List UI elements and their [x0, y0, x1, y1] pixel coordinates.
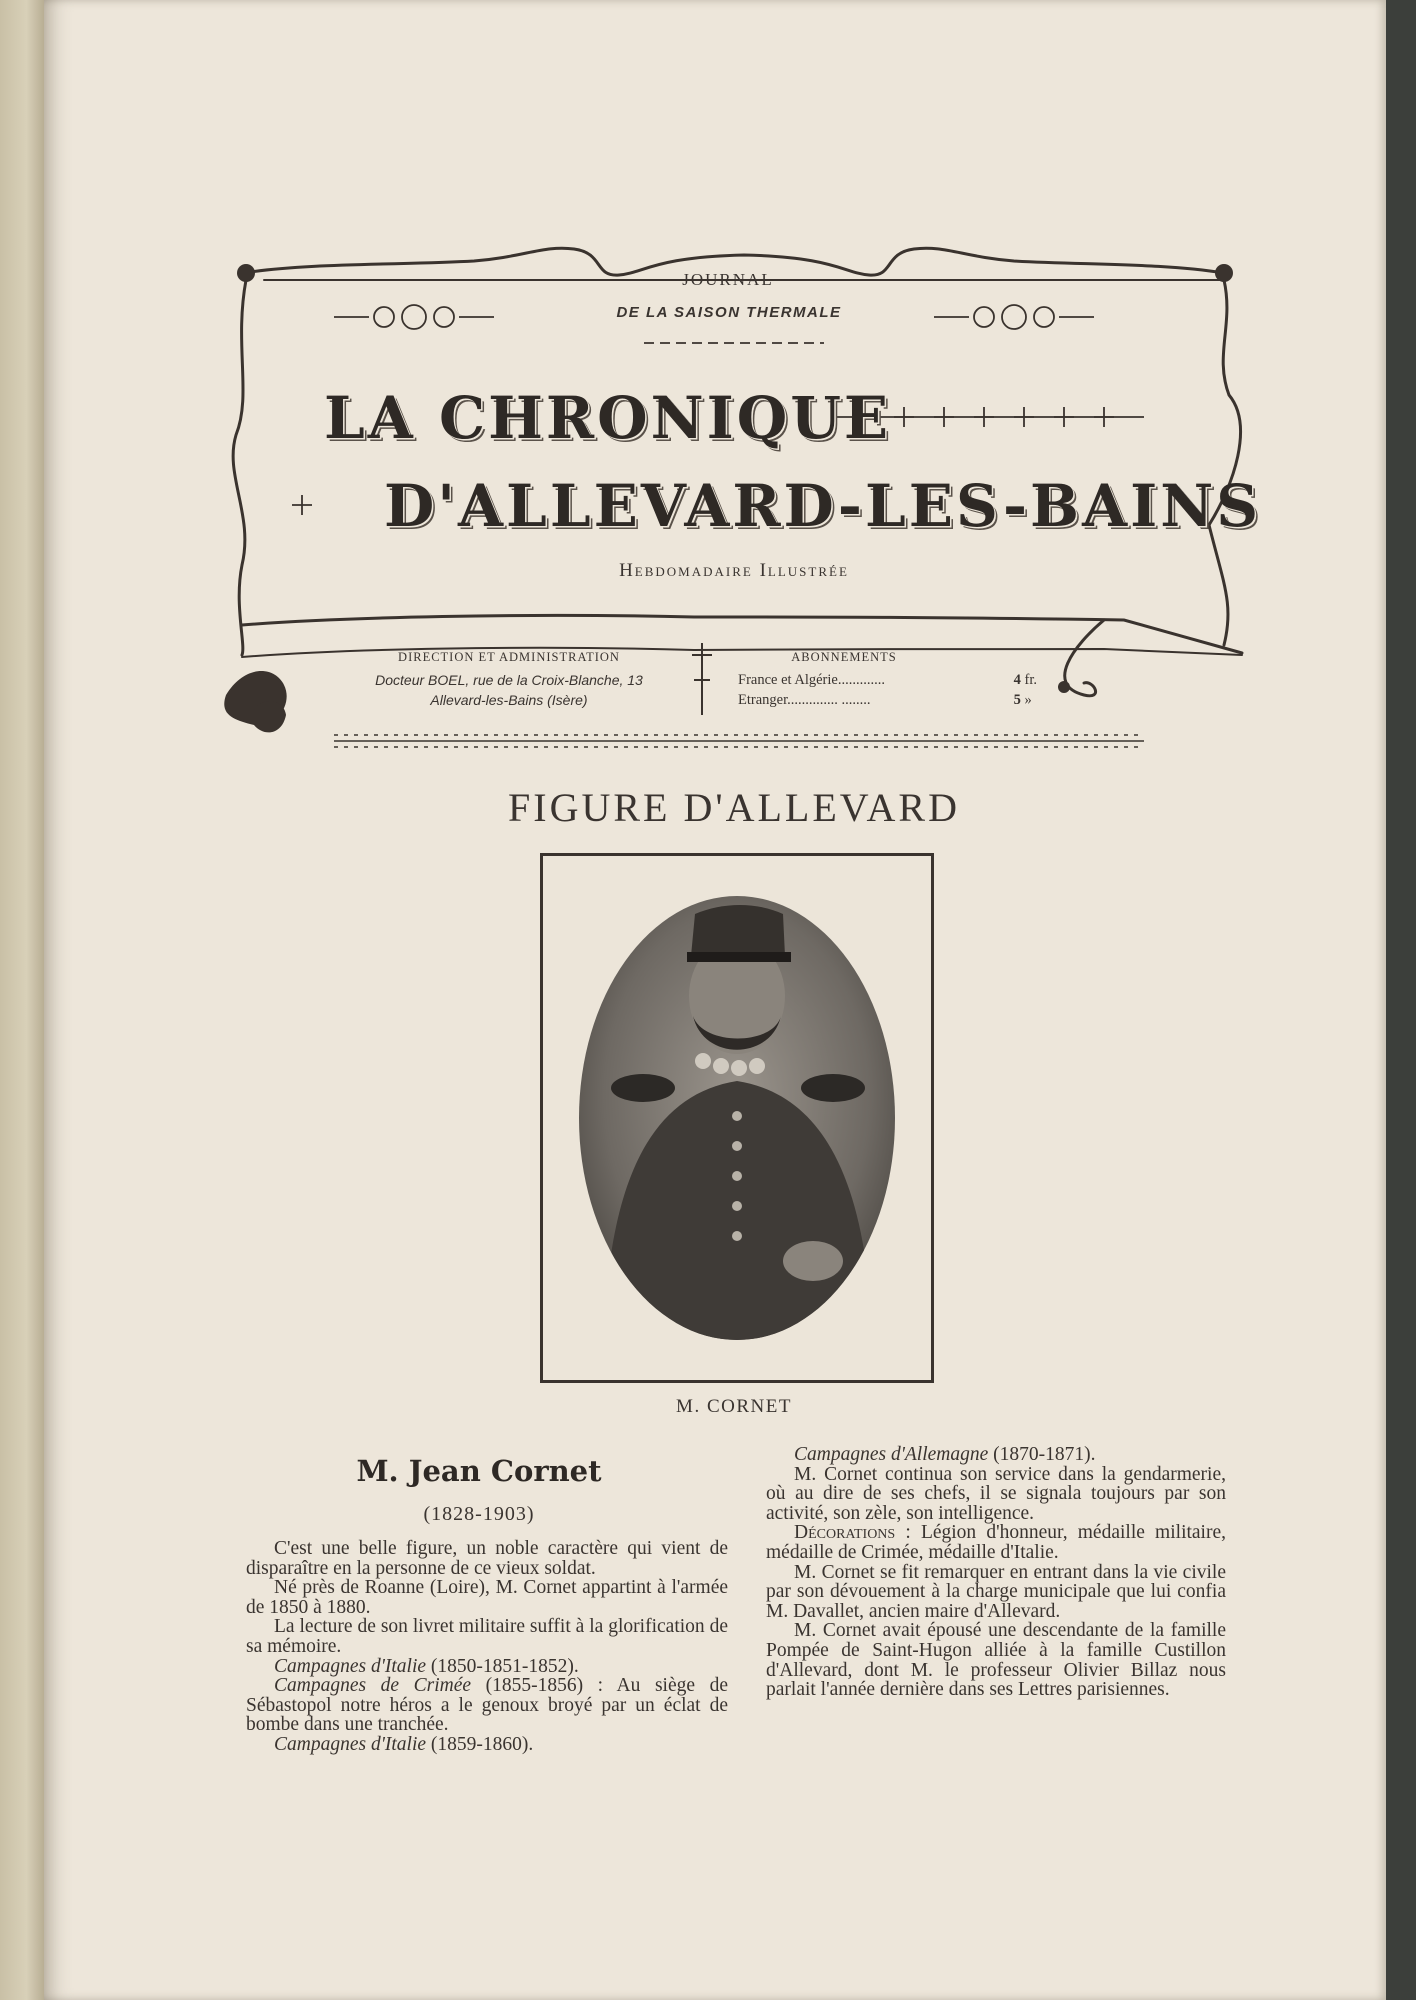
article-title: M. Jean Cornet	[356, 1454, 602, 1488]
article-dates: (1828-1903)	[423, 1503, 535, 1525]
campaign-text: (1855-1856) : Au siège de Sébastopol notre héros a le genoux broyé par un éclat de bombe dans une tranchée.	[246, 1675, 728, 1736]
hebdomadaire-subtitle: Hebdomadaire Illustrée	[619, 560, 849, 581]
newspaper-page	[44, 0, 1386, 2000]
paragraph-campaign	[766, 1445, 1226, 1465]
season-subtitle: DE LA SAISON THERMALE	[616, 304, 842, 321]
campaign-name: Campagnes de Crimée	[274, 1675, 472, 1697]
journal-label: JOURNAL	[682, 270, 774, 289]
article-left-column	[246, 1539, 728, 1755]
left-page-edge	[0, 0, 44, 2000]
paragraph: Né près de Roanne (Loire), M. Cornet appartint à l'armée de 1850 à 1880.	[246, 1577, 728, 1618]
paragraph: M. Cornet avait épousé une descendante de la famille Pompée de Saint-Hugon alliée à la famille Custillon d'Allevard, dont M. le professeur Olivier Billaz nous parlait l'année dernière dans ses Lettres parisiennes.	[766, 1620, 1226, 1701]
direction-address-line2: Allevard-les-Bains (Isère)	[430, 692, 588, 708]
paragraph: La lecture de son livret militaire suffit à la glorification de sa mémoire.	[246, 1616, 728, 1657]
campaign-name: Campagnes d'Italie	[274, 1655, 427, 1677]
paragraph-campaign	[246, 1735, 728, 1755]
direction-heading: DIRECTION ET ADMINISTRATION	[398, 650, 620, 664]
campaign-dates: (1859-1860).	[426, 1733, 534, 1755]
paragraph-campaign	[246, 1676, 728, 1735]
portrait-photo	[543, 856, 931, 1380]
decorations-text: : Légion d'honneur, médaille militaire, médaille de Crimée, médaille d'Italie.	[766, 1522, 1226, 1563]
subscription-price: 4	[1013, 672, 1021, 688]
subscription-unit: fr.	[1024, 672, 1037, 688]
portrait-caption: M. CORNET	[676, 1396, 792, 1417]
paragraph: C'est une belle figure, un noble caractère qui vient de disparaître en la personne de ce vieux soldat.	[246, 1538, 728, 1579]
campaign-name: Campagnes d'Italie	[274, 1733, 427, 1755]
campaign-dates: (1850-1851-1852).	[426, 1655, 579, 1677]
direction-address-line1: Docteur BOEL, rue de la Croix-Blanche, 13	[375, 672, 643, 688]
paragraph-campaign	[246, 1657, 728, 1677]
subscription-row-etranger	[738, 692, 1088, 709]
subscriptions-heading: ABONNEMENTS	[791, 650, 897, 664]
paragraph: M. Cornet se fit remarquer en entrant dans la vie civile par son dévouement à la charge municipale que lui confia M. Davallet, ancien maire d'Allevard.	[766, 1561, 1226, 1622]
campaign-dates: (1870-1871).	[988, 1444, 1096, 1465]
paragraph: M. Cornet continua son service dans la gendarmerie, où au dire de ses chefs, il se signala toujours par son activité, son zèle, son intelligence.	[766, 1463, 1226, 1524]
title-line-1: LA CHRONIQUE	[324, 384, 892, 452]
subscription-unit: »	[1024, 692, 1032, 708]
section-title: FIGURE D'ALLEVARD	[508, 785, 960, 830]
subscription-label: Etranger.............. ........	[738, 692, 871, 708]
paragraph-decorations	[766, 1523, 1226, 1562]
subscription-label: France et Algérie.............	[738, 672, 885, 688]
title-line-2: D'ALLEVARD-LES-BAINS	[384, 472, 1262, 540]
subscription-price: 5	[1013, 692, 1021, 708]
campaign-name: Campagnes d'Allemagne	[794, 1444, 989, 1465]
decorations-label: Décorations	[794, 1522, 896, 1544]
article-right-column	[766, 1445, 1226, 1700]
portrait-frame	[540, 853, 934, 1383]
subscription-row-france	[738, 672, 1088, 689]
